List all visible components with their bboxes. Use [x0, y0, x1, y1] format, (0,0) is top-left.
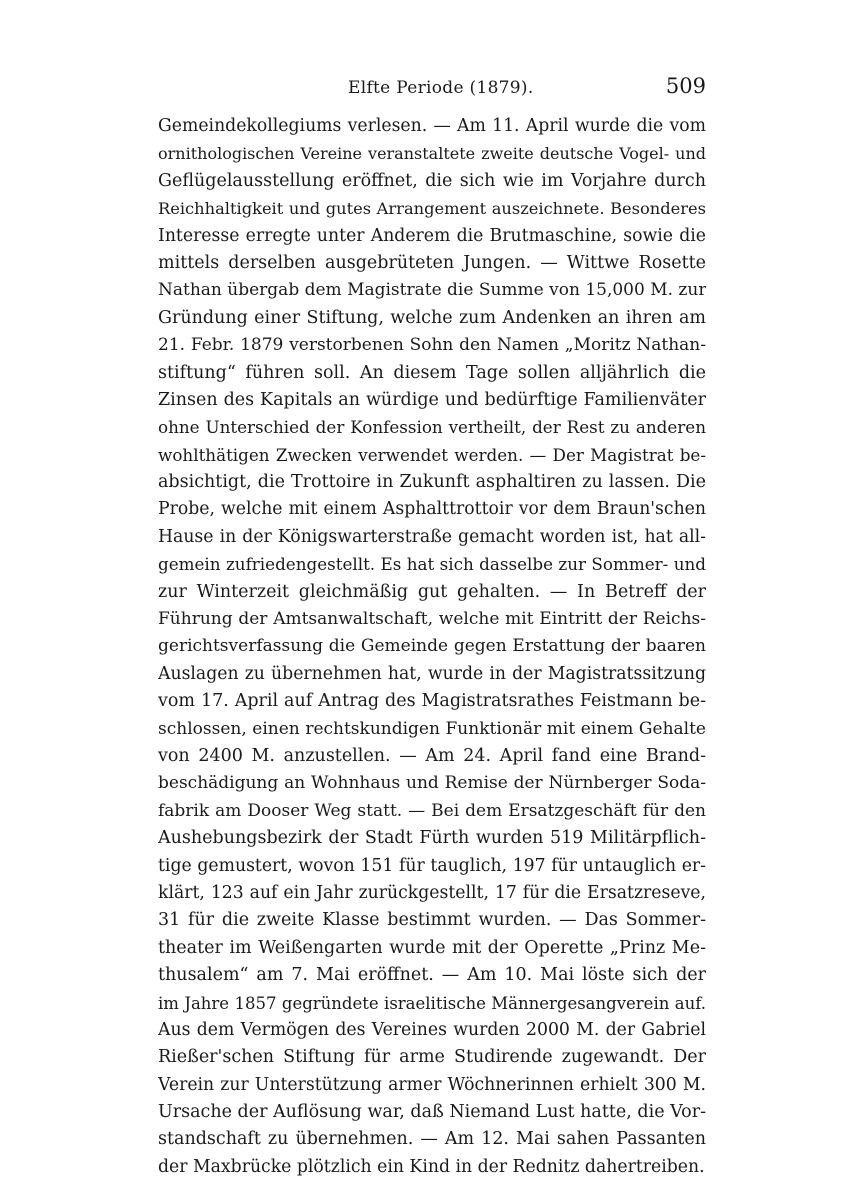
- text-line: 31 für die zweite Klasse bestimmt wurden. — Das Sommer-: [158, 910, 706, 931]
- text-line: tige gemustert, wovon 151 für tauglich, 197 für untauglich er-: [158, 855, 706, 876]
- text-line: theater im Weißengarten wurde mit der Operette „Prinz Me-: [158, 937, 706, 958]
- text-line: beschädigung an Wohnhaus und Remise der Nürnberger Soda-: [158, 773, 706, 794]
- text-line: Interesse erregte unter Anderem die Brutmaschine, sowie die: [158, 225, 706, 246]
- text-line: Verein zur Unterstützung armer Wöchnerinnen erhielt 300 M.: [158, 1074, 706, 1095]
- text-line: ohne Unterschied der Konfession vertheilt, der Rest zu anderen: [158, 417, 706, 438]
- text-line: der Maxbrücke plötzlich ein Kind in der Rednitz dahertreiben.: [158, 1156, 705, 1177]
- text-line: Zinsen des Kapitals an würdige und bedürftige Familienväter: [158, 389, 706, 410]
- text-line: standschaft zu übernehmen. — Am 12. Mai sahen Passanten: [158, 1129, 706, 1150]
- text-line: Nathan übergab dem Magistrate die Summe von 15,000 M. zur: [158, 280, 706, 301]
- text-line: ornithologischen Vereine veranstaltete zweite deutsche Vogel- und: [158, 144, 706, 164]
- text-line: stiftung“ führen soll. An diesem Tage sollen alljährlich die: [158, 362, 706, 383]
- text-line: vom 17. April auf Antrag des Magistratsrathes Feistmann be-: [158, 691, 706, 712]
- text-line: absichtigt, die Trottoire in Zukunft asphaltiren zu lassen. Die: [158, 472, 706, 493]
- text-line: im Jahre 1857 gegründete israelitische Männergesangverein auf.: [158, 993, 706, 1013]
- text-line: Reichhaltigkeit und gutes Arrangement auszeichnete. Besonderes: [158, 199, 706, 219]
- text-line: mittels derselben ausgebrüteten Jungen. — Wittwe Rosette: [158, 252, 706, 273]
- text-line: fabrik am Dooser Weg statt. — Bei dem Ersatzgeschäft für den: [158, 800, 706, 821]
- text-line: Gründung einer Stiftung, welche zum Andenken an ihren am: [158, 307, 706, 328]
- body-text: [158, 113, 706, 1181]
- text-line: Gemeindekollegiums verlesen. — Am 11. April wurde die vom: [158, 116, 706, 136]
- page-header: [158, 70, 706, 104]
- text-line: 21. Febr. 1879 verstorbenen Sohn den Namen „Moritz Nathan-: [158, 335, 706, 356]
- text-line: Führung der Amtsanwaltschaft, welche mit Eintritt der Reichs-: [158, 609, 706, 630]
- text-line: Probe, welche mit einem Asphalttrottoir vor dem Braun'schen: [158, 499, 706, 520]
- text-line: Hause in der Königswarterstraße gemacht worden ist, hat all-: [158, 526, 706, 547]
- text-line: Rießer'schen Stiftung für arme Studirende zugewandt. Der: [158, 1047, 706, 1068]
- text-line: schlossen, einen rechtskundigen Funktionär mit einem Gehalte: [158, 718, 706, 739]
- text-line: Aushebungsbezirk der Stadt Fürth wurden 519 Militärpflich-: [158, 828, 706, 849]
- text-line: gemein zufriedengestellt. Es hat sich dasselbe zur Sommer- und: [158, 554, 706, 575]
- text-line: Auslagen zu übernehmen hat, wurde in der Magistratssitzung: [158, 663, 706, 684]
- text-line: gerichtsverfassung die Gemeinde gegen Erstattung der baaren: [158, 636, 706, 657]
- text-line: zur Winterzeit gleichmäßig gut gehalten. — In Betreff der: [158, 581, 706, 602]
- text-line: Geflügelausstellung eröffnet, die sich wie im Vorjahre durch: [158, 170, 706, 191]
- text-line: Aus dem Vermögen des Vereines wurden 2000 M. der Gabriel: [158, 1019, 706, 1040]
- text-line: thusalem“ am 7. Mai eröffnet. — Am 10. Mai löste sich der: [158, 965, 706, 986]
- text-line: Ursache der Auflösung war, daß Niemand Lust hatte, die Vor-: [158, 1102, 706, 1123]
- running-title: Elfte Periode (1879).: [348, 78, 534, 98]
- text-line: wohlthätigen Zwecken verwendet werden. — Der Magistrat be-: [158, 444, 706, 465]
- text-line: klärt, 123 auf ein Jahr zurückgestellt, 17 für die Ersatzreseve,: [158, 882, 706, 903]
- page-number: 509: [665, 74, 706, 98]
- text-line: von 2400 M. anzustellen. — Am 24. April fand eine Brand-: [158, 745, 706, 766]
